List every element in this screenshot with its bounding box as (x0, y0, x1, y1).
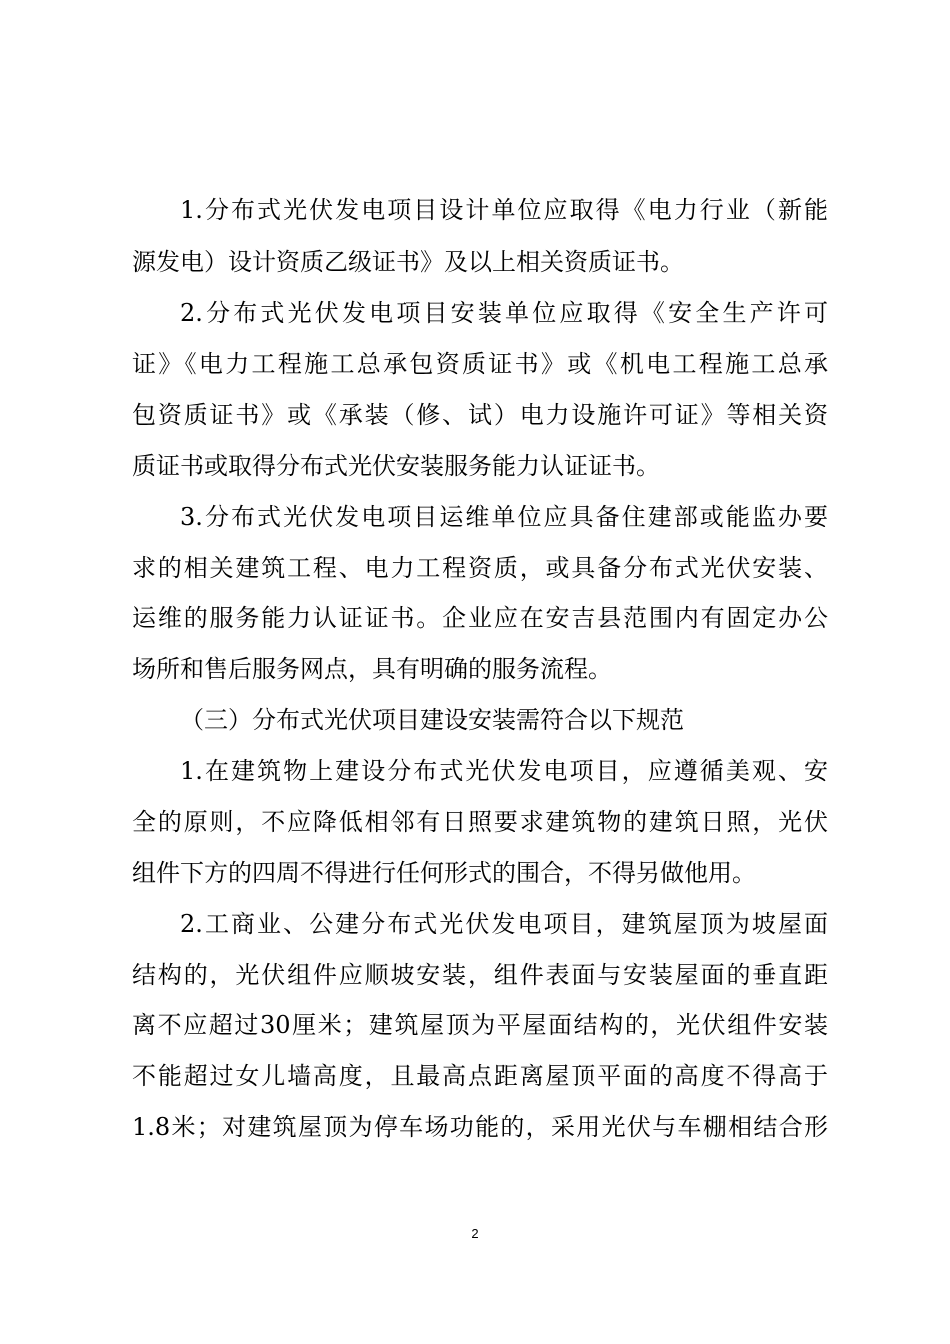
text-line: 全的原则，不应降低相邻有日照要求建筑物的建筑日照，光伏 (132, 808, 828, 836)
text-line: 2.工商业、公建分布式光伏发电项目，建筑屋顶为坡屋面 (180, 910, 828, 938)
text-line: 质证书或取得分布式光伏安装服务能力认证证书。 (132, 452, 660, 480)
text-line: 1.分布式光伏发电项目设计单位应取得《电力行业（新能 (180, 196, 828, 224)
text-line: 包资质证书》或《承装（修、试）电力设施许可证》等相关资 (132, 401, 828, 429)
section-heading: （三）分布式光伏项目建设安装需符合以下规范 (180, 706, 684, 734)
text-line: 不能超过女儿墙高度，且最高点距离屋顶平面的高度不得高于 (132, 1062, 828, 1090)
text-line: 求的相关建筑工程、电力工程资质，或具备分布式光伏安装、 (132, 554, 828, 582)
text-line: 2.分布式光伏发电项目安装单位应取得《安全生产许可 (180, 299, 828, 327)
text-line: 证》《电力工程施工总承包资质证书》或《机电工程施工总承 (132, 350, 828, 378)
text-line: 结构的，光伏组件应顺坡安装，组件表面与安装屋面的垂直距 (132, 961, 828, 989)
page-number: 2 (471, 1226, 479, 1241)
text-line: 1.在建筑物上建设分布式光伏发电项目，应遵循美观、安 (180, 757, 828, 785)
text-line: 源发电）设计资质乙级证书》及以上相关资质证书。 (132, 248, 684, 276)
text-line: 1.8米；对建筑屋顶为停车场功能的，采用光伏与车棚相结合形 (132, 1113, 828, 1141)
text-line: 组件下方的四周不得进行任何形式的围合，不得另做他用。 (132, 859, 756, 887)
text-line: 场所和售后服务网点，具有明确的服务流程。 (132, 655, 612, 683)
text-line: 运维的服务能力认证证书。企业应在安吉县范围内有固定办公 (132, 604, 828, 632)
text-line: 3.分布式光伏发电项目运维单位应具备住建部或能监办要 (180, 503, 828, 531)
text-line: 离不应超过30厘米；建筑屋顶为平屋面结构的，光伏组件安装 (132, 1011, 828, 1039)
